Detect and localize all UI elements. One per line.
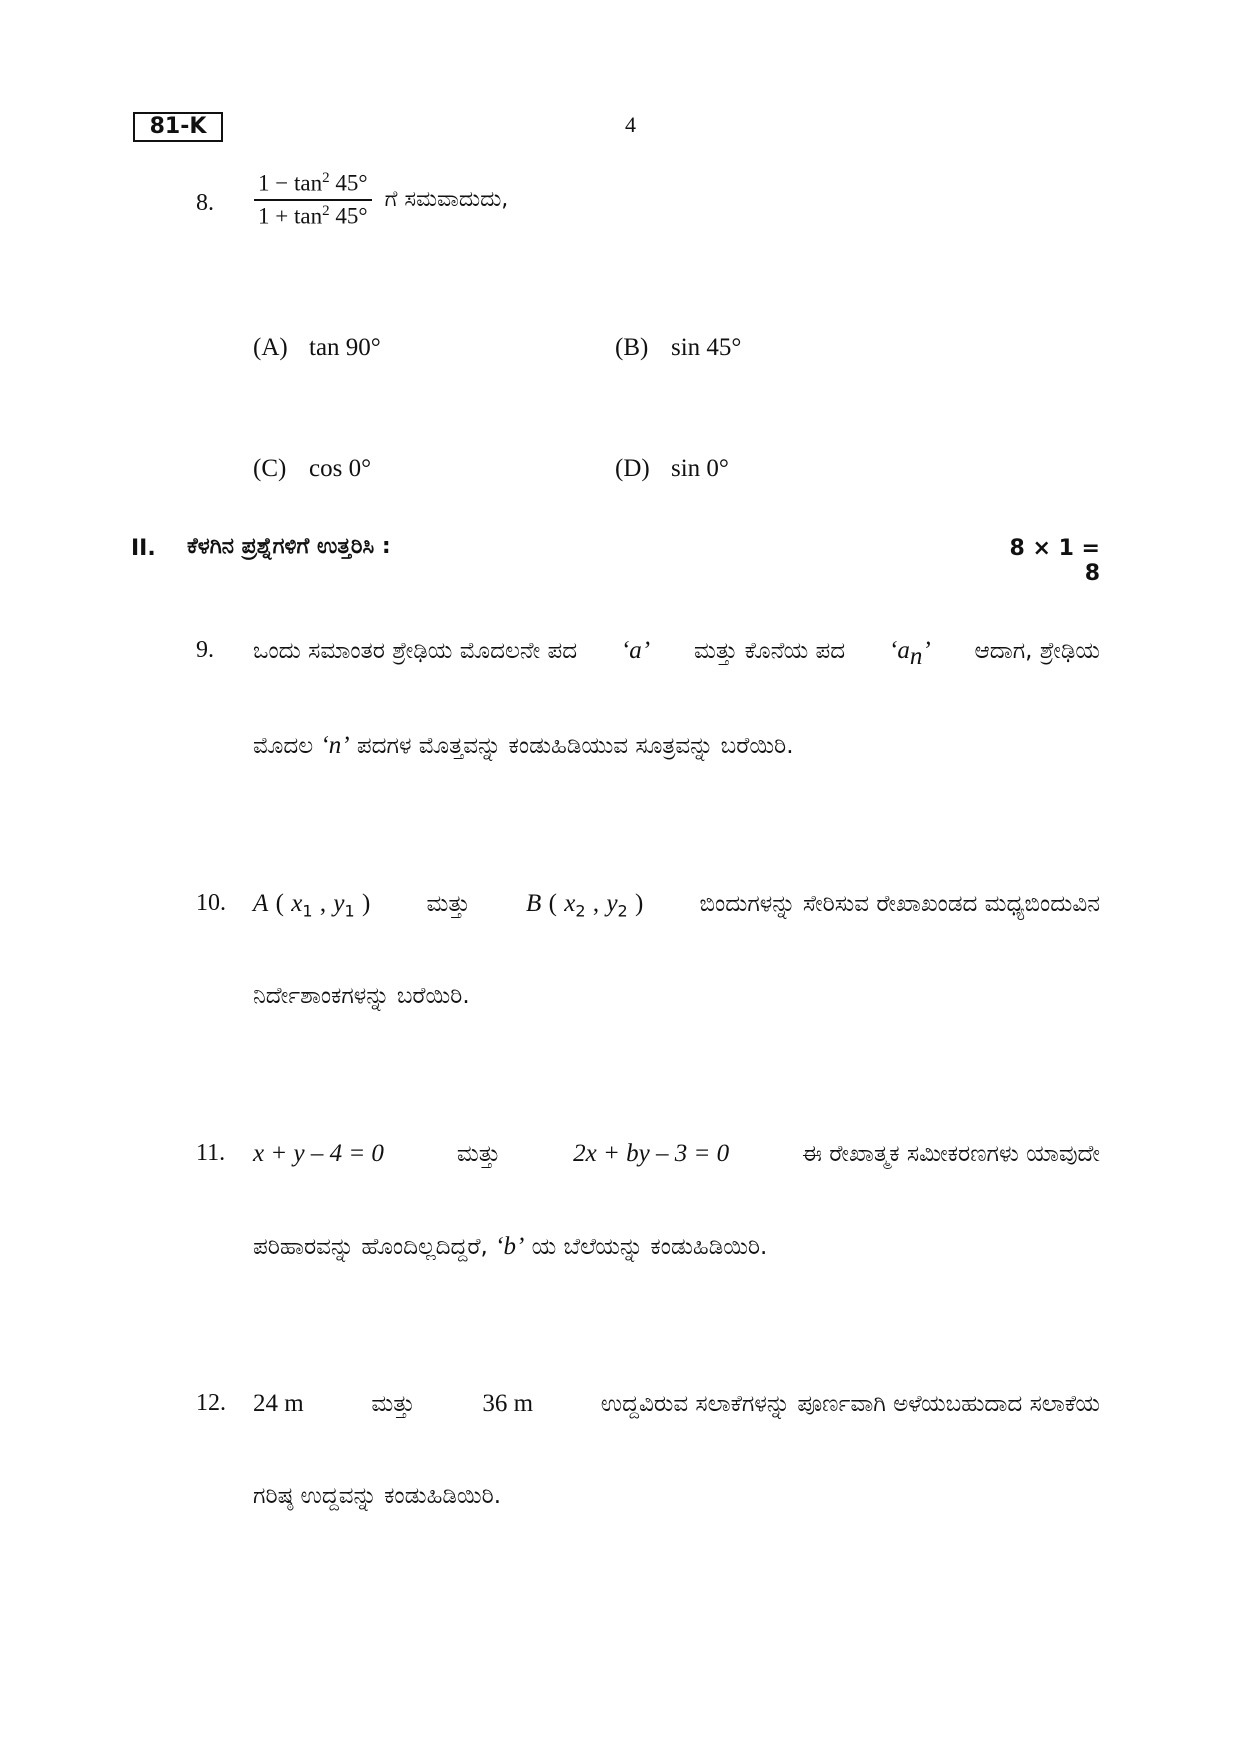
q11-equation-2: 2x + by – 3 = 0 — [573, 1140, 730, 1167]
q9-an: ‘$a_n$’ — [889, 637, 931, 670]
q12-line-2: ಗರಿಷ್ಠ ಉದ್ದವನ್ನು ಕಂಡುಹಿಡಿಯಿರಿ. — [253, 1483, 502, 1509]
q10-number: 10. — [196, 890, 226, 916]
section-number: II. — [131, 536, 156, 561]
q8-option-d: (D) sin 0° — [615, 455, 729, 482]
q8-fraction — [254, 170, 372, 229]
q9-line-1: ಒಂದು ಸಮಾಂತರ ಶ್ರೇಢಿಯ ಮೊದಲನೇ ಪದ ‘a’ ಮತ್ತು ಕೊನೆಯ ಪದ ‘$a_n$’ ಆದಾಗ, ಶ್ರೇಢಿಯ — [253, 637, 1100, 670]
q10-line-1: A ( $x_1$ , $y_1$ ) ಮತ್ತು B ( $x_2$ , $y_2$ ) ಬಿಂದುಗಳನ್ನು ಸೇರಿಸುವ ರೇಖಾಖಂಡದ ಮಧ್ಯಬಿಂದುವಿನ — [253, 890, 1100, 921]
q10-point-b: B ( $x_2$ , $y_2$ ) — [526, 890, 644, 921]
q10-line-2: ನಿರ್ದೇಶಾಂಕಗಳನ್ನು ಬರೆಯಿರಿ. — [253, 983, 470, 1009]
q8-expression — [254, 170, 508, 229]
section-marks: 8 × 1 = 8 — [1009, 536, 1100, 586]
q12-number: 12. — [196, 1390, 226, 1416]
q12-line-1: 24 m ಮತ್ತು 36 m ಉದ್ದವಿರುವ ಸಲಾಕೆಗಳನ್ನು ಪೂರ್ಣವಾಗಿ ಅಳೆಯಬಹುದಾದ ಸಲಾಕೆಯ — [253, 1390, 1100, 1417]
q8-numerator: $1 - \tan^2 45^\circ$ — [254, 170, 372, 201]
q8-option-b: (B) sin 45° — [615, 334, 742, 361]
q8-number: 8. — [196, 190, 214, 216]
q8-option-c: (C) cos 0° — [253, 455, 372, 482]
page-number: 4 — [625, 112, 636, 137]
section-title: ಕೆಳಗಿನ ಪ್ರಶ್ನೆಗಳಿಗೆ ಉತ್ತರಿಸಿ : — [187, 534, 391, 559]
q11-number: 11. — [196, 1140, 226, 1166]
q8-denominator: $1 + \tan^2 45^\circ$ — [258, 202, 368, 229]
q10-point-a: A ( $x_1$ , $y_1$ ) — [253, 890, 371, 921]
q9-line-2: ಮೊದಲ ‘n’ ಪದಗಳ ಮೊತ್ತವನ್ನು ಕಂಡುಹಿಡಿಯುವ ಸೂತ್ರವನ್ನು ಬರೆಯಿರಿ. — [253, 732, 794, 759]
q8-option-a: (A) tan 90° — [253, 334, 381, 361]
q8-tail-text: ಗೆ ಸಮವಾದುದು, — [384, 187, 509, 213]
q9-number: 9. — [196, 637, 214, 663]
q11-line-2: ಪರಿಹಾರವನ್ನು ಹೊಂದಿಲ್ಲದಿದ್ದರೆ, ‘b’ ಯ ಬೆಲೆಯನ್ನು ಕಂಡುಹಿಡಿಯಿರಿ. — [253, 1233, 768, 1260]
q11-line-1: x + y – 4 = 0 ಮತ್ತು 2x + by – 3 = 0 ಈ ರೇಖಾತ್ಮಕ ಸಮೀಕರಣಗಳು ಯಾವುದೇ — [253, 1140, 1100, 1167]
q11-equation-1: x + y – 4 = 0 — [253, 1140, 384, 1167]
paper-code: 81-K — [133, 112, 223, 142]
